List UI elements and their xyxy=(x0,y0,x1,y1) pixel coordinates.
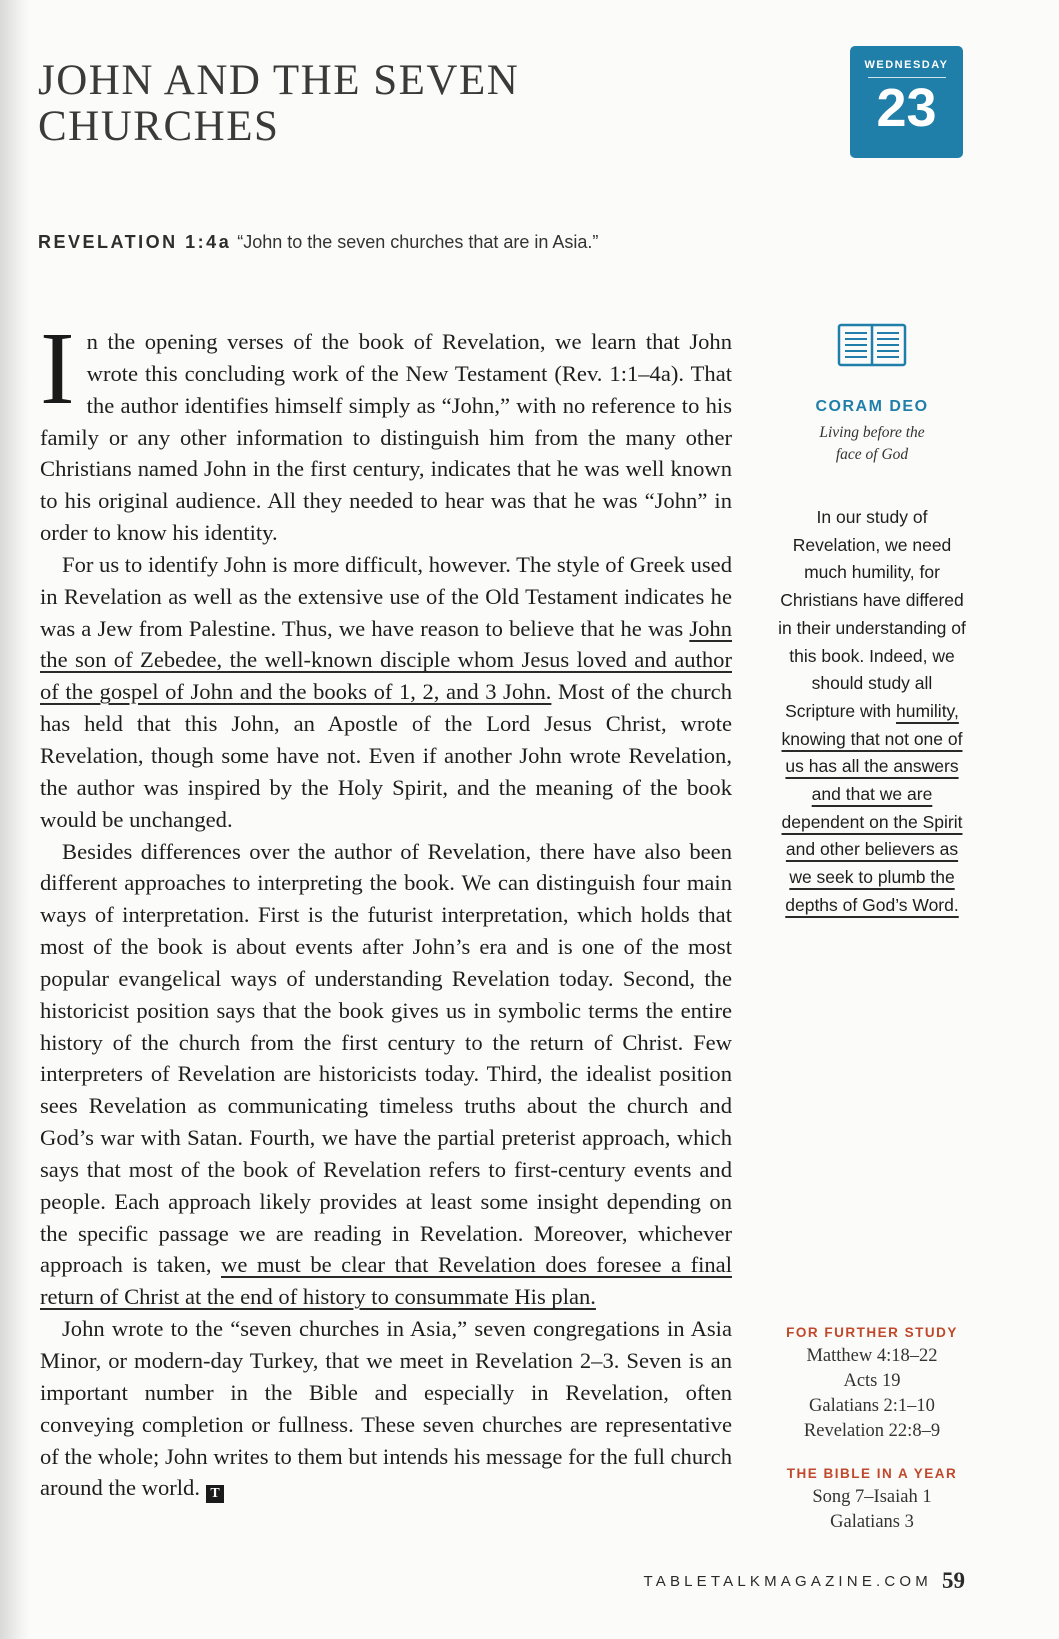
underlined-passage-2: we must be clear that Revelation does foresee a final return of Christ at the end of history to consummate His plan. xyxy=(40,1252,732,1310)
coram-deo-text-a: In our study of Revelation, we need much humility, for Christians have differed in their understanding of this book. Indeed, we should study all Scripture with xyxy=(778,507,966,721)
further-study-ref: Revelation 22:8–9 xyxy=(803,1421,941,1441)
paragraph-3-text-a: Besides differences over the author of Revelation, there have also been different approaches to interpreting the book. We can distinguish four main ways of interpretation. First is the futurist interpretation, which holds that most of the book is about events after John’s era and is one of the most popular evangelical ways of understanding Revelation today. Second, the historicist position says that the book gives us in symbolic terms the entire history of the church from the first century to the return of Christ. Few interpreters of Revelation are historicists today. Third, the idealist position sees Revelation as communicating timeless truths about the church and God’s war with Satan. Fourth, we have the partial preterist approach, which says that most of the book of Revelation refers to first-century events and people. Each approach likely provides at least some insight depending on the specific passage we are reading in Revelation. Moreover, whichever approach is taken, xyxy=(40,838,732,1278)
paragraph-4 xyxy=(40,1313,732,1504)
underlined-passage-1: John the son of Zebedee, the well-known disciple whom Jesus loved and author of the gospel of John and the books of 1, 2, and 3 John. xyxy=(40,615,732,705)
bible-in-a-year-list xyxy=(768,1485,976,1535)
further-study-heading: FOR FURTHER STUDY xyxy=(786,1325,958,1340)
day-number: 23 xyxy=(876,78,937,138)
coram-deo-text xyxy=(777,504,967,920)
title-line-1: JOHN AND THE SEVEN xyxy=(38,57,520,104)
verse-reference: REVELATION 1:4a xyxy=(38,232,232,252)
title-line-2: CHURCHES xyxy=(38,103,280,150)
paragraph-2-text-a: For us to identify John is more difficult, however. The style of Greek used in Revelation as well as the extensive use of the Old Testament indicates he was a Jew from Palestine. Thus, we have reason to believe that he was xyxy=(40,551,732,641)
paragraph-2-text-b: Most of the church has held that this John, an Apostle of the Lord Jesus Christ, wrote Revelation, though some have not. Even if another John wrote Revelation, the author was inspired by the Holy Spirit, and the meaning of the book would be unchanged. xyxy=(40,679,732,832)
end-mark-icon: T xyxy=(206,1485,224,1503)
further-study-ref: Galatians 2:1–10 xyxy=(809,1396,935,1416)
coram-deo-heading: CORAM DEO xyxy=(815,398,929,415)
paragraph-1 xyxy=(40,311,732,549)
paragraph-4-text: John wrote to the “seven churches in Asia,” seven congregations in Asia Minor, or modern-day Turkey, that we meet in Revelation 2–3. Seven is an important number in the Bible and especially in Revelation, often conveying completion or fullness. These seven churches are representative of the whole; John writes to them but intends his message for the full church around the world. xyxy=(40,1316,732,1501)
bible-in-a-year-ref: Song 7–Isaiah 1 xyxy=(812,1487,932,1507)
verse-text: “John to the seven churches that are in Asia.” xyxy=(237,232,599,252)
date-badge xyxy=(850,46,963,158)
further-study-section xyxy=(768,1325,976,1444)
page-gutter-shadow xyxy=(0,0,30,1639)
key-verse xyxy=(38,232,758,253)
paragraph-2 xyxy=(40,549,732,836)
further-study-ref: Acts 19 xyxy=(843,1371,901,1391)
paragraph-3 xyxy=(40,836,732,1314)
coram-deo-subtitle: Living before the face of God xyxy=(819,424,925,463)
further-study-ref: Matthew 4:18–22 xyxy=(806,1346,938,1366)
coram-deo-underlined: humility, knowing that not one of us has all the answers and that we are dependent on the Spirit and other believers as we seek to plumb the depths of God’s Word. xyxy=(781,700,963,915)
article-body xyxy=(40,311,732,1504)
coram-deo-sidebar xyxy=(768,322,976,920)
page-title xyxy=(38,58,678,150)
bible-in-a-year-heading: THE BIBLE IN A YEAR xyxy=(786,1466,958,1481)
page-footer xyxy=(643,1568,965,1594)
day-of-week: WEDNESDAY xyxy=(864,59,949,71)
paragraph-1-text: n the opening verses of the book of Revelation, we learn that John wrote this concluding work of the New Testament (Rev. 1:1–4a). That the author identifies himself simply as “John,” with no reference to his family or any other information to distinguish him from the many other Christians named John in the first century, indicates that he was well known to his original audience. All they needed to hear was that he was “John” in order to know his identity. xyxy=(40,329,732,546)
page-number: 59 xyxy=(942,1568,965,1593)
open-book-icon xyxy=(837,322,907,368)
further-study-list xyxy=(768,1344,976,1444)
footer-site: TABLETALKMAGAZINE.COM xyxy=(643,1573,932,1590)
bible-in-a-year-section xyxy=(768,1466,976,1535)
bible-in-a-year-ref: Galatians 3 xyxy=(830,1512,914,1532)
drop-cap: I xyxy=(40,311,75,426)
